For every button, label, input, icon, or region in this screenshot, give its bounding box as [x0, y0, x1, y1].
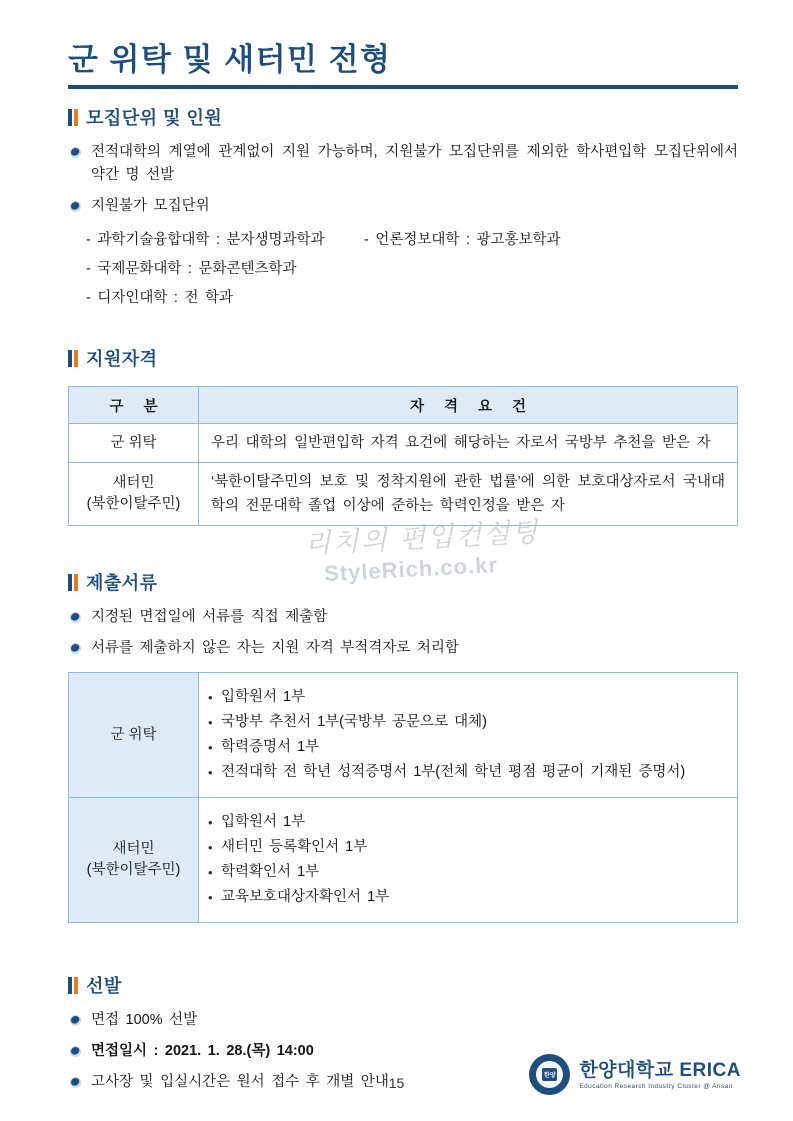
category-cell — [69, 673, 199, 798]
list-item — [86, 226, 738, 255]
document-item: • 입학원서 1부 — [205, 685, 727, 710]
bullet-text: 지정된 면접일에 서류를 직접 제출함 — [91, 609, 328, 625]
document-item: • 새터민 등록확인서 1부 — [205, 835, 727, 860]
bullet-text: 면접일시 : 2021. 1. 28.(목) 14:00 — [91, 1043, 314, 1059]
documents-cell — [199, 798, 738, 923]
section-title: 모집단위 및 인원 — [86, 108, 223, 128]
bullet-icon — [70, 201, 81, 212]
bullet-icon — [70, 1077, 81, 1088]
emblem-core: 한양 — [542, 1068, 557, 1081]
section-documents — [68, 569, 738, 923]
requirement-cell: 우리 대학의 일반편입학 자격 요건에 해당하는 자로서 국방부 추천을 받은 자 — [199, 424, 738, 463]
column-header-category: 구 분 — [69, 387, 199, 424]
watermark-url-text: StyleRich.co.kr — [323, 552, 499, 587]
section-marker-icon — [68, 109, 78, 126]
logo-subtext: Education Research Industry Cluster @ Ansan — [579, 1082, 733, 1090]
bullet-item — [68, 195, 738, 218]
bullet-item — [68, 141, 738, 187]
excluded-unit: - 언론정보대학 : 광고홍보학과 — [364, 232, 561, 248]
document-item: • 입학원서 1부 — [205, 810, 727, 835]
section-recruitment — [68, 104, 738, 313]
section-qualification — [68, 345, 738, 526]
table-row — [69, 463, 738, 526]
selection-bullet-list — [68, 1009, 738, 1094]
documents-table — [68, 672, 738, 923]
bullet-text: 고사장 및 입실시간은 원서 접수 후 개별 안내 — [91, 1074, 389, 1090]
documents-bullet-list — [68, 606, 738, 660]
bullet-icon — [70, 1046, 81, 1057]
document-item: • 교육보호대상자확인서 1부 — [205, 885, 727, 910]
category-sublabel: (북한이탈주민) — [86, 862, 181, 878]
bullet-icon — [70, 1015, 81, 1026]
bullet-icon — [70, 612, 81, 623]
category-label: 새터민 — [112, 841, 155, 857]
bullet-item — [68, 637, 738, 660]
bullet-text: 면접 100% 선발 — [91, 1012, 198, 1028]
page-title: 군 위탁 및 새터민 전형 — [68, 42, 392, 77]
bullet-text: 서류를 제출하지 않은 자는 지원 자격 부적격자로 처리함 — [91, 640, 459, 656]
logo-name: 한양대학교 ERICA — [579, 1059, 741, 1081]
qualification-table-wrap — [68, 386, 738, 526]
bullet-item — [68, 1040, 738, 1063]
section-heading-selection — [68, 972, 738, 998]
table-row — [69, 673, 738, 798]
section-title: 제출서류 — [86, 573, 158, 593]
bullet-text: 전적대학의 계열에 관계없이 지원 가능하며, 지원불가 모집단위를 제외한 학사편입학 모집단위에서 약간 명 선발 — [91, 144, 738, 183]
bullet-icon — [70, 643, 81, 654]
section-marker-icon — [68, 977, 78, 994]
section-title: 지원자격 — [86, 349, 158, 369]
document-item-list — [199, 673, 737, 797]
excluded-unit: - 국제문화대학 : 문화콘텐츠학과 — [86, 261, 297, 277]
recruitment-bullet-list — [68, 141, 738, 218]
category-sublabel: (북한이탈주민) — [86, 496, 181, 512]
page-number: 15 — [388, 1075, 405, 1091]
column-header-requirement: 자 격 요 건 — [199, 387, 738, 424]
title-underline — [68, 85, 738, 89]
category-cell — [69, 798, 199, 923]
category-label: 군 위탁 — [110, 726, 157, 743]
table-header-row — [69, 387, 738, 424]
bullet-icon — [70, 147, 81, 158]
bullet-text: 지원불가 모집단위 — [91, 198, 210, 214]
category-label: 군 위탁 — [110, 434, 157, 451]
document-item: • 국방부 추천서 1부(국방부 공문으로 대체) — [205, 710, 727, 735]
excluded-unit: - 디자인대학 : 전 학과 — [86, 290, 234, 306]
category-cell — [69, 424, 199, 463]
bullet-item — [68, 606, 738, 629]
section-marker-icon — [68, 574, 78, 591]
bullet-item — [68, 1071, 738, 1094]
section-heading-recruitment — [68, 104, 738, 130]
documents-cell — [199, 673, 738, 798]
category-label: 새터민 — [112, 475, 155, 491]
document-item: • 학력확인서 1부 — [205, 860, 727, 885]
excluded-unit: - 과학기술융합대학 : 분자생명과학과 — [86, 232, 325, 248]
list-item — [86, 284, 738, 313]
table-row — [69, 798, 738, 923]
section-heading-documents — [68, 569, 738, 595]
document-item-list — [199, 798, 737, 922]
document-item: • 학력증명서 1부 — [205, 735, 727, 760]
section-title: 선발 — [86, 976, 122, 996]
document-item: • 전적대학 전 학년 성적증명서 1부(전체 학년 평점 평균이 기재된 증명서) — [205, 760, 727, 785]
list-item — [86, 255, 738, 284]
excluded-units-list — [86, 226, 738, 313]
section-marker-icon — [68, 350, 78, 367]
category-cell — [69, 463, 199, 526]
watermark-script-text: 리치의 편입컨설팅 — [303, 516, 541, 561]
bullet-item — [68, 1009, 738, 1032]
documents-table-wrap — [68, 672, 738, 923]
qualification-table — [68, 386, 738, 526]
table-row — [69, 424, 738, 463]
requirement-cell: ‘북한이탈주민의 보호 및 정착지원에 관한 법률’에 의한 보호대상자로서 국내대학의 전문대학 졸업 이상에 준하는 학력인정을 받은 자 — [199, 463, 738, 526]
section-selection — [68, 972, 738, 1094]
section-heading-qualification — [68, 345, 738, 371]
